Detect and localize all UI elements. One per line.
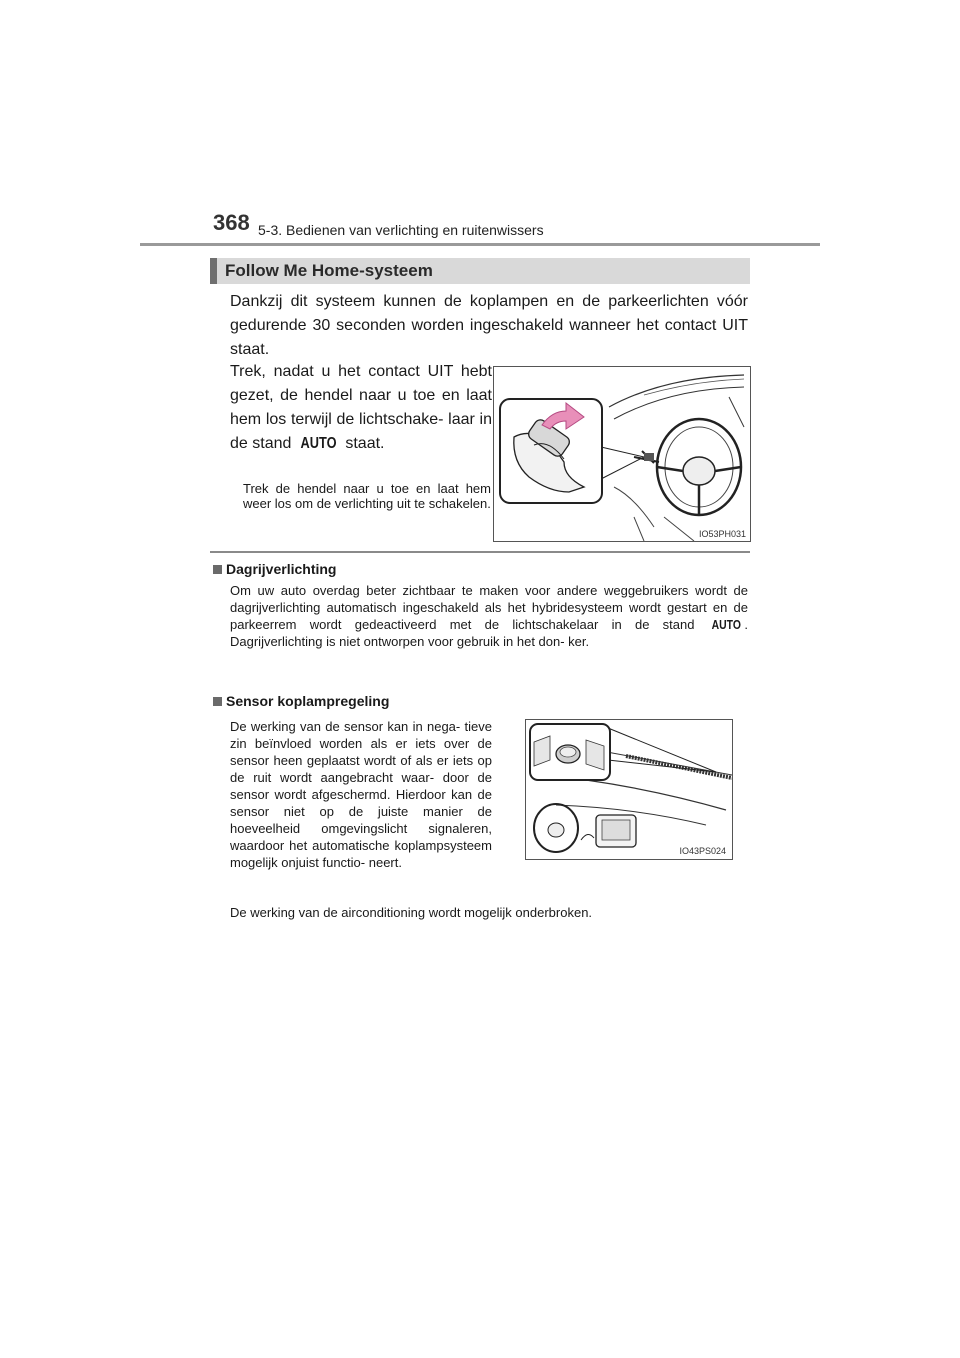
instruction-text-end: staat. <box>345 435 385 452</box>
bullet-square-icon <box>213 565 222 574</box>
dagrijverlichting-text: Om uw auto overdag beter zichtbaar te maken voor andere weggebruikers wordt de dagrijverlichting automatisch ingeschakeld als het hybridesysteem wordt gestart en de parkeerrem wordt gedeactiveerd met de lichtschakelaar in de stand <box>230 583 748 632</box>
section-path: 5-3. Bedienen van verlichting en ruitenwissers <box>258 222 544 238</box>
lever-illustration <box>493 366 751 542</box>
instruction-paragraph <box>230 360 492 456</box>
section-divider <box>210 551 750 553</box>
instruction-text: Trek, nadat u het contact UIT hebt gezet, de hendel naar u toe en laat hem los terwijl de lichtschake- laar in de stand <box>230 363 492 452</box>
auto-position-symbol: AUTO <box>711 617 741 632</box>
sensor-heading <box>213 693 389 709</box>
section-title-bar <box>210 258 750 284</box>
figure-code: IO53PH031 <box>698 529 746 539</box>
section-bar-accent <box>210 258 217 284</box>
sensor-heading-text: Sensor koplampregeling <box>226 693 390 709</box>
instruction-note: Trek de hendel naar u toe en laat hem weer los om de verlichting uit te schakelen. <box>243 481 491 511</box>
lever-drawing <box>494 367 750 541</box>
sensor-paragraph: De werking van de sensor kan in nega- tieve zin beïnvloed worden als er iets over de sensor heen geplaatst wordt of als er iets op de ruit wordt aangebracht waar- door de sensor wordt afgeschermd. Hierdoor kan de sensor niet op de juiste manier de hoeveelheid omgevingslicht signaleren, waardoor het automatische koplampsysteem mogelijk onjuist functio- neert. <box>230 719 492 870</box>
dagrijverlichting-text-end: . Dagrijverlichting is niet ontworpen voor gebruik in het don- ker. <box>230 617 748 649</box>
section-title: Follow Me Home-systeem <box>225 261 433 280</box>
dagrijverlichting-heading-text: Dagrijverlichting <box>226 561 337 577</box>
aircon-note: De werking van de airconditioning wordt mogelijk onderbroken. <box>230 905 593 920</box>
auto-position-symbol: AUTO <box>300 435 337 452</box>
intro-paragraph: Dankzij dit systeem kunnen de koplampen en de parkeerlichten vóór gedurende 30 seconden worden ingeschakeld wanneer het contact UIT staat. <box>230 293 748 358</box>
dagrijverlichting-paragraph <box>230 582 748 650</box>
page-number: 368 <box>213 210 250 235</box>
sensor-drawing <box>526 720 732 859</box>
bullet-square-icon <box>213 697 222 706</box>
figure-code: IO43PS024 <box>679 846 726 856</box>
header-rule <box>140 243 820 246</box>
dagrijverlichting-heading <box>213 561 336 577</box>
sensor-illustration <box>525 719 733 860</box>
